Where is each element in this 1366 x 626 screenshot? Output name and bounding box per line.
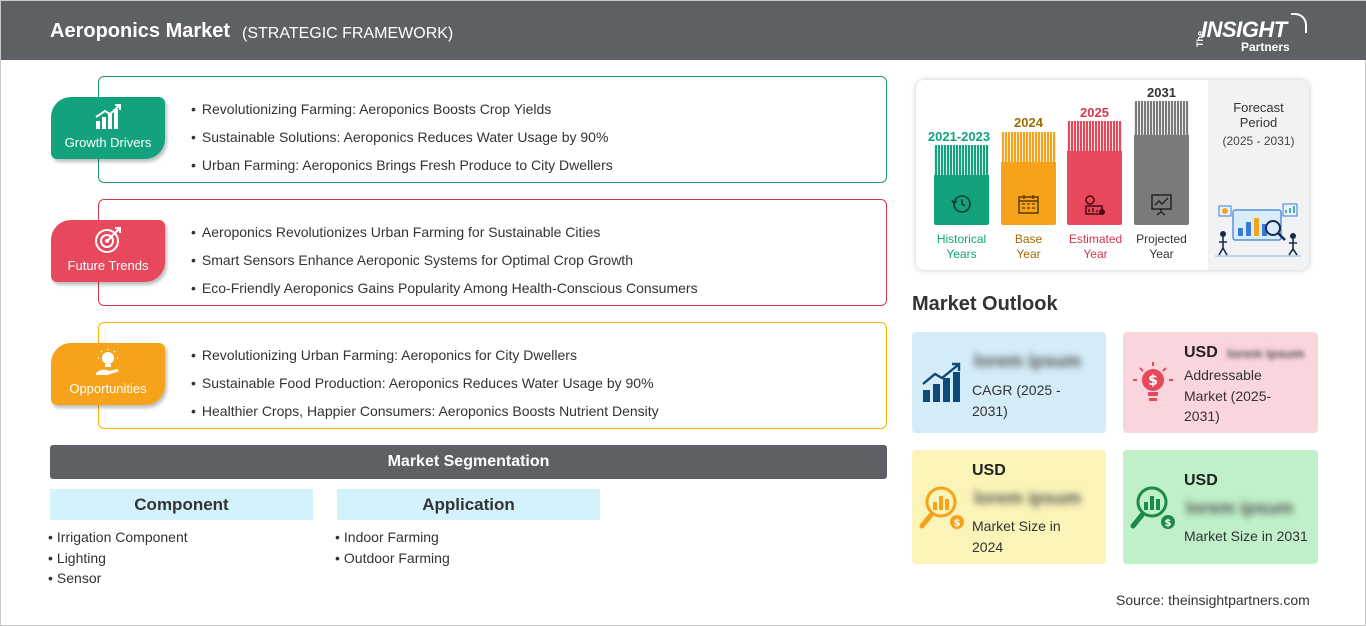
opportunities-label: Opportunities bbox=[69, 381, 147, 396]
svg-text:$: $ bbox=[1164, 518, 1172, 529]
application-heading: Application bbox=[337, 489, 600, 520]
future-trends-badge bbox=[51, 220, 165, 282]
lightbulb-hand-icon bbox=[93, 349, 123, 377]
list-item: • Sensor bbox=[48, 568, 188, 589]
opportunity-item: • Healthier Crops, Happier Consumers: Aeroponics Boosts Nutrient Density bbox=[191, 397, 659, 425]
timeline-card bbox=[916, 80, 1309, 270]
application-list bbox=[335, 527, 450, 568]
historical-label-line2: Years bbox=[946, 247, 977, 261]
estimated-label-line1: Estimated bbox=[1068, 232, 1123, 246]
estimated-year-year: 2025 bbox=[1080, 105, 1109, 120]
future-trend-item: • Eco-Friendly Aeroponics Gains Popularity Among Health-Conscious Consumers bbox=[191, 274, 698, 302]
addressable-currency: USD bbox=[1184, 344, 1218, 361]
size-2024-currency: USD bbox=[972, 462, 1006, 479]
size-2031-currency: USD bbox=[1184, 472, 1218, 489]
cagr-card bbox=[912, 332, 1106, 433]
gear-chart-icon bbox=[1082, 192, 1107, 217]
growth-drivers-label: Growth Drivers bbox=[64, 135, 152, 150]
opportunities-box bbox=[98, 322, 887, 429]
insight-partners-logo[interactable] bbox=[1191, 13, 1311, 55]
svg-text:$: $ bbox=[953, 518, 961, 529]
list-item: • Irrigation Component bbox=[48, 527, 188, 548]
addressable-market-card bbox=[1123, 332, 1318, 433]
growth-drivers-badge bbox=[51, 97, 165, 159]
projected-label-line2: Year bbox=[1149, 247, 1174, 261]
future-trends-box bbox=[98, 199, 887, 306]
list-item: • Lighting bbox=[48, 548, 188, 569]
rising-bar-chart-icon bbox=[93, 103, 123, 131]
projected-year-label bbox=[1124, 232, 1199, 262]
addressable-label: Addressable Market (2025-2031) bbox=[1184, 367, 1272, 424]
growth-chart-icon bbox=[920, 362, 964, 404]
growth-driver-item: • Urban Farming: Aeroponics Brings Fresh Produce to City Dwellers bbox=[191, 151, 613, 179]
base-year-label bbox=[996, 232, 1061, 262]
logo-arc-icon bbox=[1291, 13, 1307, 33]
logo-main-text: INSIGHT bbox=[1201, 17, 1287, 42]
opportunity-item: • Revolutionizing Urban Farming: Aeroponics for City Dwellers bbox=[191, 341, 659, 369]
list-item: • Outdoor Farming bbox=[335, 548, 450, 569]
base-label-line2: Year bbox=[1016, 247, 1041, 261]
calendar-icon bbox=[1016, 192, 1041, 217]
segmentation-title-bar: Market Segmentation bbox=[50, 445, 887, 479]
opportunities-badge bbox=[51, 343, 165, 405]
analytics-people-icon bbox=[1213, 198, 1303, 258]
estimated-label-line2: Year bbox=[1083, 247, 1108, 261]
historical-label-line1: Historical bbox=[936, 232, 987, 246]
market-size-2024-card bbox=[912, 450, 1106, 564]
size-2031-label: Market Size in 2031 bbox=[1184, 528, 1308, 544]
component-heading: Component bbox=[50, 489, 313, 520]
cagr-label: CAGR (2025 - 2031) bbox=[972, 382, 1061, 419]
projected-label-line1: Projected bbox=[1136, 232, 1187, 246]
growth-drivers-box bbox=[98, 76, 887, 183]
historical-years-bar bbox=[934, 145, 989, 225]
historical-years-year: 2021-2023 bbox=[927, 129, 991, 144]
magnifier-chart-icon bbox=[919, 482, 967, 532]
future-trend-item: • Smart Sensors Enhance Aeroponic Systems for Optimal Crop Growth bbox=[191, 246, 698, 274]
forecast-period-title bbox=[1208, 100, 1309, 130]
historical-years-label bbox=[924, 232, 999, 262]
projected-year-bar bbox=[1134, 101, 1189, 225]
forecast-period-range: (2025 - 2031) bbox=[1222, 134, 1295, 148]
history-clock-icon bbox=[949, 191, 974, 216]
logo-partners-text: Partners bbox=[1241, 40, 1290, 54]
svg-text:$: $ bbox=[1148, 373, 1158, 389]
base-year-year: 2024 bbox=[1014, 115, 1043, 130]
future-trends-label: Future Trends bbox=[67, 258, 149, 273]
growth-driver-item: • Revolutionizing Farming: Aeroponics Boosts Crop Yields bbox=[191, 95, 613, 123]
forecast-title-line1: Forecast bbox=[1233, 100, 1284, 115]
growth-driver-item: • Sustainable Solutions: Aeroponics Reduces Water Usage by 90% bbox=[191, 123, 613, 151]
header-bar bbox=[1, 1, 1366, 60]
opportunity-item: • Sustainable Food Production: Aeroponics Reduces Water Usage by 90% bbox=[191, 369, 659, 397]
target-arrow-icon bbox=[93, 226, 123, 254]
page-title: Aeroponics Market bbox=[50, 20, 231, 42]
addressable-value: lorem ipsum bbox=[1227, 346, 1305, 361]
dollar-bulb-icon bbox=[1131, 360, 1175, 406]
page-subtitle: (STRATEGIC FRAMEWORK) bbox=[242, 25, 454, 42]
list-item: • Indoor Farming bbox=[335, 527, 450, 548]
component-list bbox=[48, 527, 188, 589]
cagr-value: lorem ipsum bbox=[974, 351, 1082, 371]
logo-the-text: The bbox=[1195, 30, 1205, 47]
projected-year-year: 2031 bbox=[1147, 85, 1176, 100]
market-size-2031-card bbox=[1123, 450, 1318, 564]
presentation-board-icon bbox=[1149, 192, 1174, 217]
market-outlook-title: Market Outlook bbox=[912, 293, 1058, 315]
estimated-year-bar bbox=[1067, 121, 1122, 225]
forecast-title-line2: Period bbox=[1239, 115, 1278, 130]
magnifier-chart-icon bbox=[1130, 482, 1178, 532]
size-2024-value: lorem ipsum bbox=[974, 488, 1082, 508]
size-2024-label: Market Size in 2024 bbox=[972, 518, 1061, 555]
base-label-line1: Base bbox=[1014, 232, 1043, 246]
base-year-bar bbox=[1001, 132, 1056, 225]
future-trend-item: • Aeroponics Revolutionizes Urban Farming for Sustainable Cities bbox=[191, 218, 698, 246]
estimated-year-label bbox=[1058, 232, 1133, 262]
size-2031-value: lorem ipsum bbox=[1186, 498, 1294, 518]
source-credit: Source: theinsightpartners.com bbox=[1116, 592, 1310, 608]
forecast-period-panel bbox=[1208, 80, 1309, 270]
